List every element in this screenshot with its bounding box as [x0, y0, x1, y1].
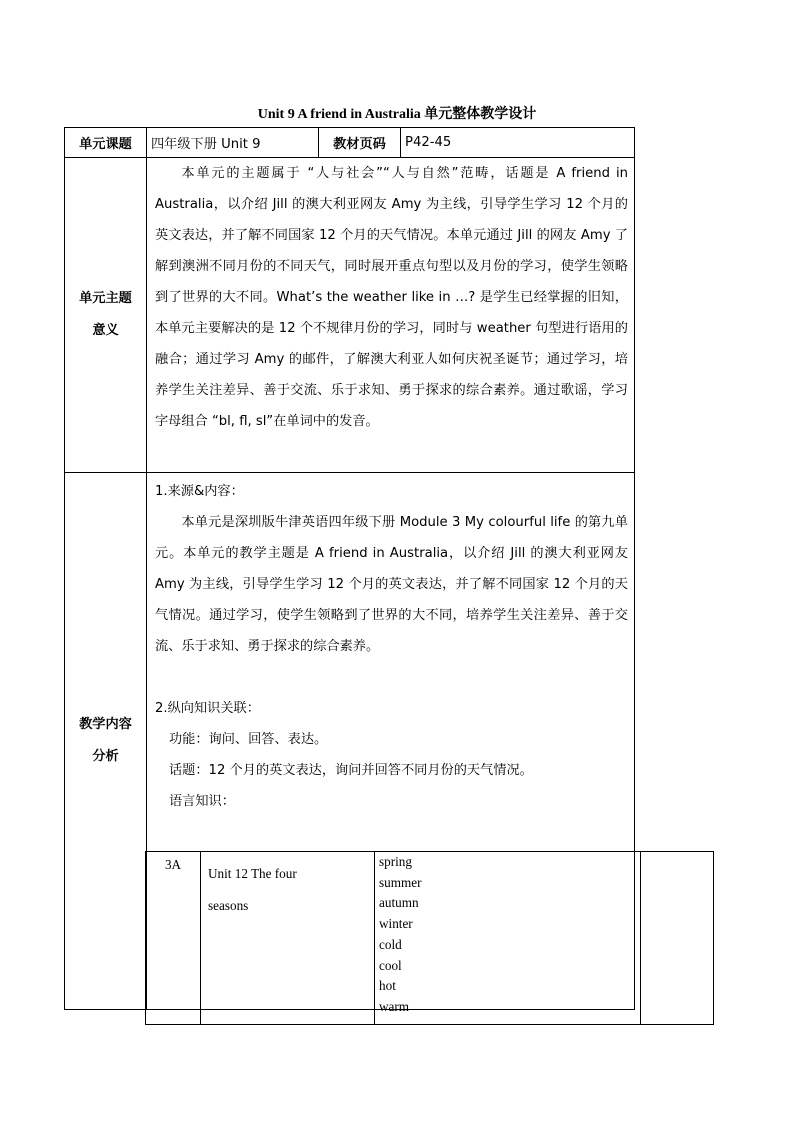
word-item: spring — [379, 854, 412, 869]
unit-cell — [201, 852, 375, 1025]
grade-cell: 3A — [146, 852, 201, 1025]
source-paragraph: 本单元是深圳版牛津英语四年级下册 Module 3 My colourful life 的第九单元。本单元的教学主题是 A friend in Australia，以介绍 Jill 的澳大利亚网友 Amy 为主线，引导学生学习 12 个月的英文表达，并了解不同国家 12 个月的天气情况。通过学习，使学生领略到了世界的大不同，培养学生关注差异、善于交流、乐于求知、勇于探求的综合素养。 — [155, 515, 628, 654]
analysis-label-line1: 教学内容 — [79, 717, 132, 732]
words-cell — [375, 852, 641, 1025]
unit-line2: seasons — [208, 898, 249, 913]
unit-line1: Unit 12 The four — [208, 866, 297, 881]
page-value: P42-45 — [401, 128, 635, 158]
document-title: Unit 9 A friend in Australia 单元整体教学设计 — [257, 107, 537, 122]
word-item: winter — [379, 916, 413, 932]
word-item: warm — [379, 998, 410, 1014]
analysis-label — [65, 473, 147, 1010]
theme-label — [65, 158, 147, 473]
knowledge-row — [146, 852, 714, 1025]
theme-label-line2: 意义 — [92, 323, 119, 338]
extra-cell — [641, 852, 714, 1025]
source-heading: 1.来源&内容： — [155, 484, 244, 499]
knowledge-heading: 2.纵向知识关联： — [155, 701, 260, 716]
word-item: cool — [379, 957, 402, 973]
theme-paragraph: 本单元的主题属于 “人与社会”“人与自然”范畴，话题是 A friend in Australia，以介绍 Jill 的澳大利亚网友 Amy 为主线，引导学生学习 12 个月的英文表达，并了解不同国家 12 个月的天气情况。本单元通过 Jill 的网友 Amy 了解到澳洲不同月份的不同天气，同时展开重点句型以及月份的学习，使学生领略到了世界的大不同。What’s the weather like in …? 是学生已经掌握的旧知，本单元主要解决的是 12 个不规律月份的学习，同时与 weather 句型进行语用的融合；通过学习 Amy 的邮件，了解澳大利亚人如何庆祝圣诞节；通过学习，培养学生关注差异、善于交流、乐于求知、勇于探求的综合素养。通过歌谣，学习字母组合 “bl, fl, sl”在单词中的发音。 — [155, 166, 628, 429]
word-item: summer — [379, 874, 422, 890]
course-value: 四年级下册 Unit 9 — [147, 128, 319, 158]
theme-label-line1: 单元主题 — [79, 291, 132, 306]
page-label: 教材页码 — [319, 128, 401, 158]
language-line: 语言知识： — [169, 794, 235, 809]
header-row — [65, 128, 635, 158]
word-item: autumn — [379, 895, 419, 911]
analysis-label-line2: 分析 — [92, 749, 119, 764]
theme-content — [147, 158, 635, 473]
function-line: 功能：询问、回答、表达。 — [169, 732, 328, 747]
word-item: hot — [379, 978, 396, 994]
course-label: 单元课题 — [65, 128, 147, 158]
theme-row — [65, 158, 635, 473]
word-item: cold — [379, 936, 402, 952]
topic-line: 话题：12 个月的英文表达，询问并回答不同月份的天气情况。 — [169, 763, 533, 778]
language-knowledge-table — [145, 851, 714, 1025]
